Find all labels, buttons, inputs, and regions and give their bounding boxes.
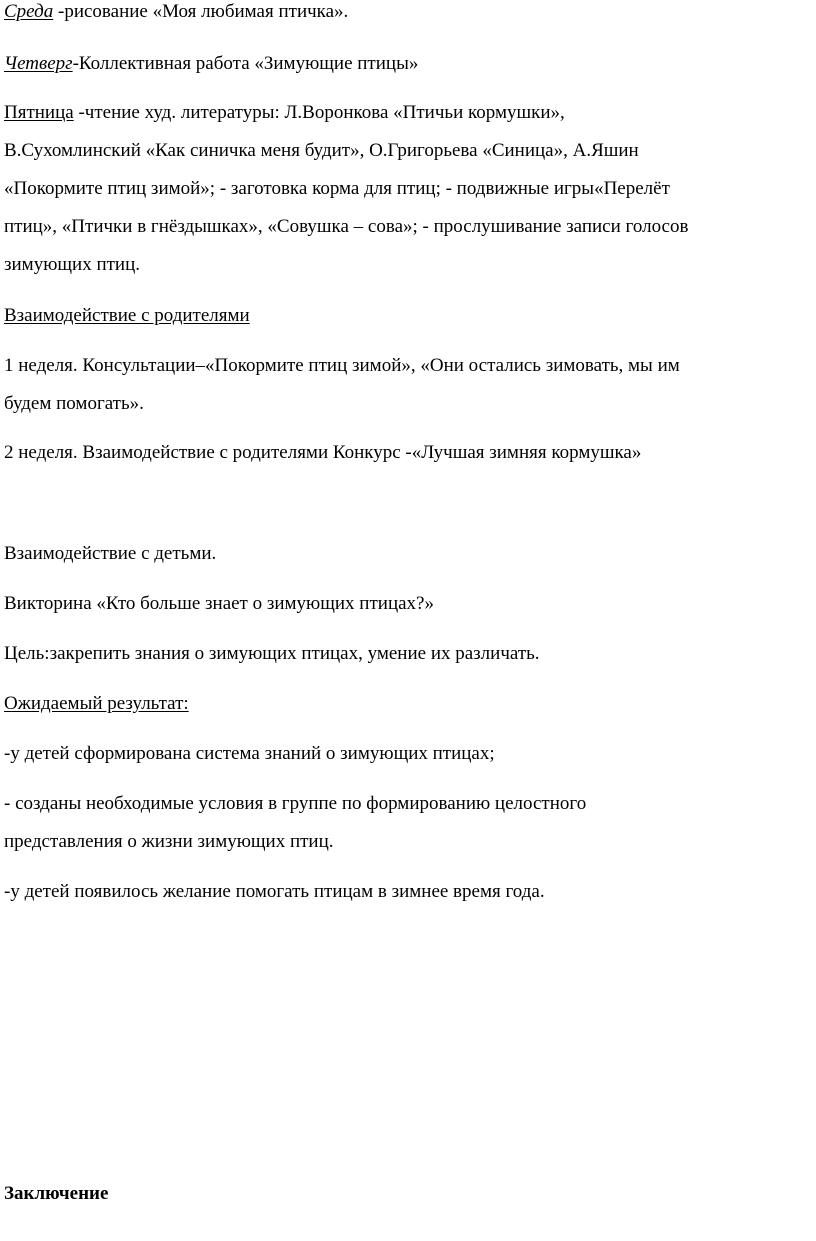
thursday-text: -Коллективная работа «Зимующие птицы» [72, 53, 419, 74]
results-item-1: -у детей сформирована система знаний о зимующих птицах; [4, 743, 495, 764]
children-quiz: Викторина «Кто больше знает о зимующих птицах?» [4, 593, 434, 614]
friday-line-5: зимующих птиц. [4, 254, 140, 275]
results-item-3: -у детей появилось желание помогать птицам в зимнее время года. [4, 881, 545, 902]
parents-heading: Взаимодействие с родителями [4, 305, 250, 326]
results-item-2-line-2: представления о жизни зимующих птиц. [4, 831, 334, 852]
children-heading: Взаимодействие с детьми. [4, 543, 217, 564]
friday-line-1 [4, 101, 565, 125]
results-item-2-line-1: - созданы необходимые условия в группе по формированию целостного [4, 793, 587, 814]
wednesday-text: -рисование «Моя любимая птичка». [53, 1, 349, 22]
thursday-label: Четверг [4, 53, 73, 74]
friday-label: Пятница [4, 102, 74, 123]
parents-week1-line-2: будем помогать». [4, 393, 144, 414]
parents-week2: 2 неделя. Взаимодействие с родителями Конкурс -«Лучшая зимняя кормушка» [4, 442, 642, 463]
parents-week1-line-1: 1 неделя. Консультации–«Покормите птиц зимой», «Они остались зимовать, мы им [4, 355, 680, 376]
results-heading: Ожидаемый результат: [4, 693, 189, 714]
friday-text: -чтение худ. литературы: Л.Воронкова «Птичьи кормушки», [73, 102, 565, 123]
friday-line-2: В.Сухомлинский «Как синичка меня будит», О.Григорьева «Синица», А.Яшин [4, 140, 639, 161]
wednesday-line [4, 0, 348, 24]
wednesday-label: Среда [4, 1, 54, 22]
conclusion-heading: Заключение [4, 1183, 109, 1204]
friday-line-4: птиц», «Птички в гнёздышках», «Совушка – сова»; - прослушивание записи голосов [4, 216, 689, 237]
children-goal: Цель:закрепить знания о зимующих птицах, умение их различать. [4, 643, 540, 664]
friday-line-3: «Покормите птиц зимой»; - заготовка корма для птиц; - подвижные игры«Перелёт [4, 178, 670, 199]
thursday-line [4, 52, 418, 76]
